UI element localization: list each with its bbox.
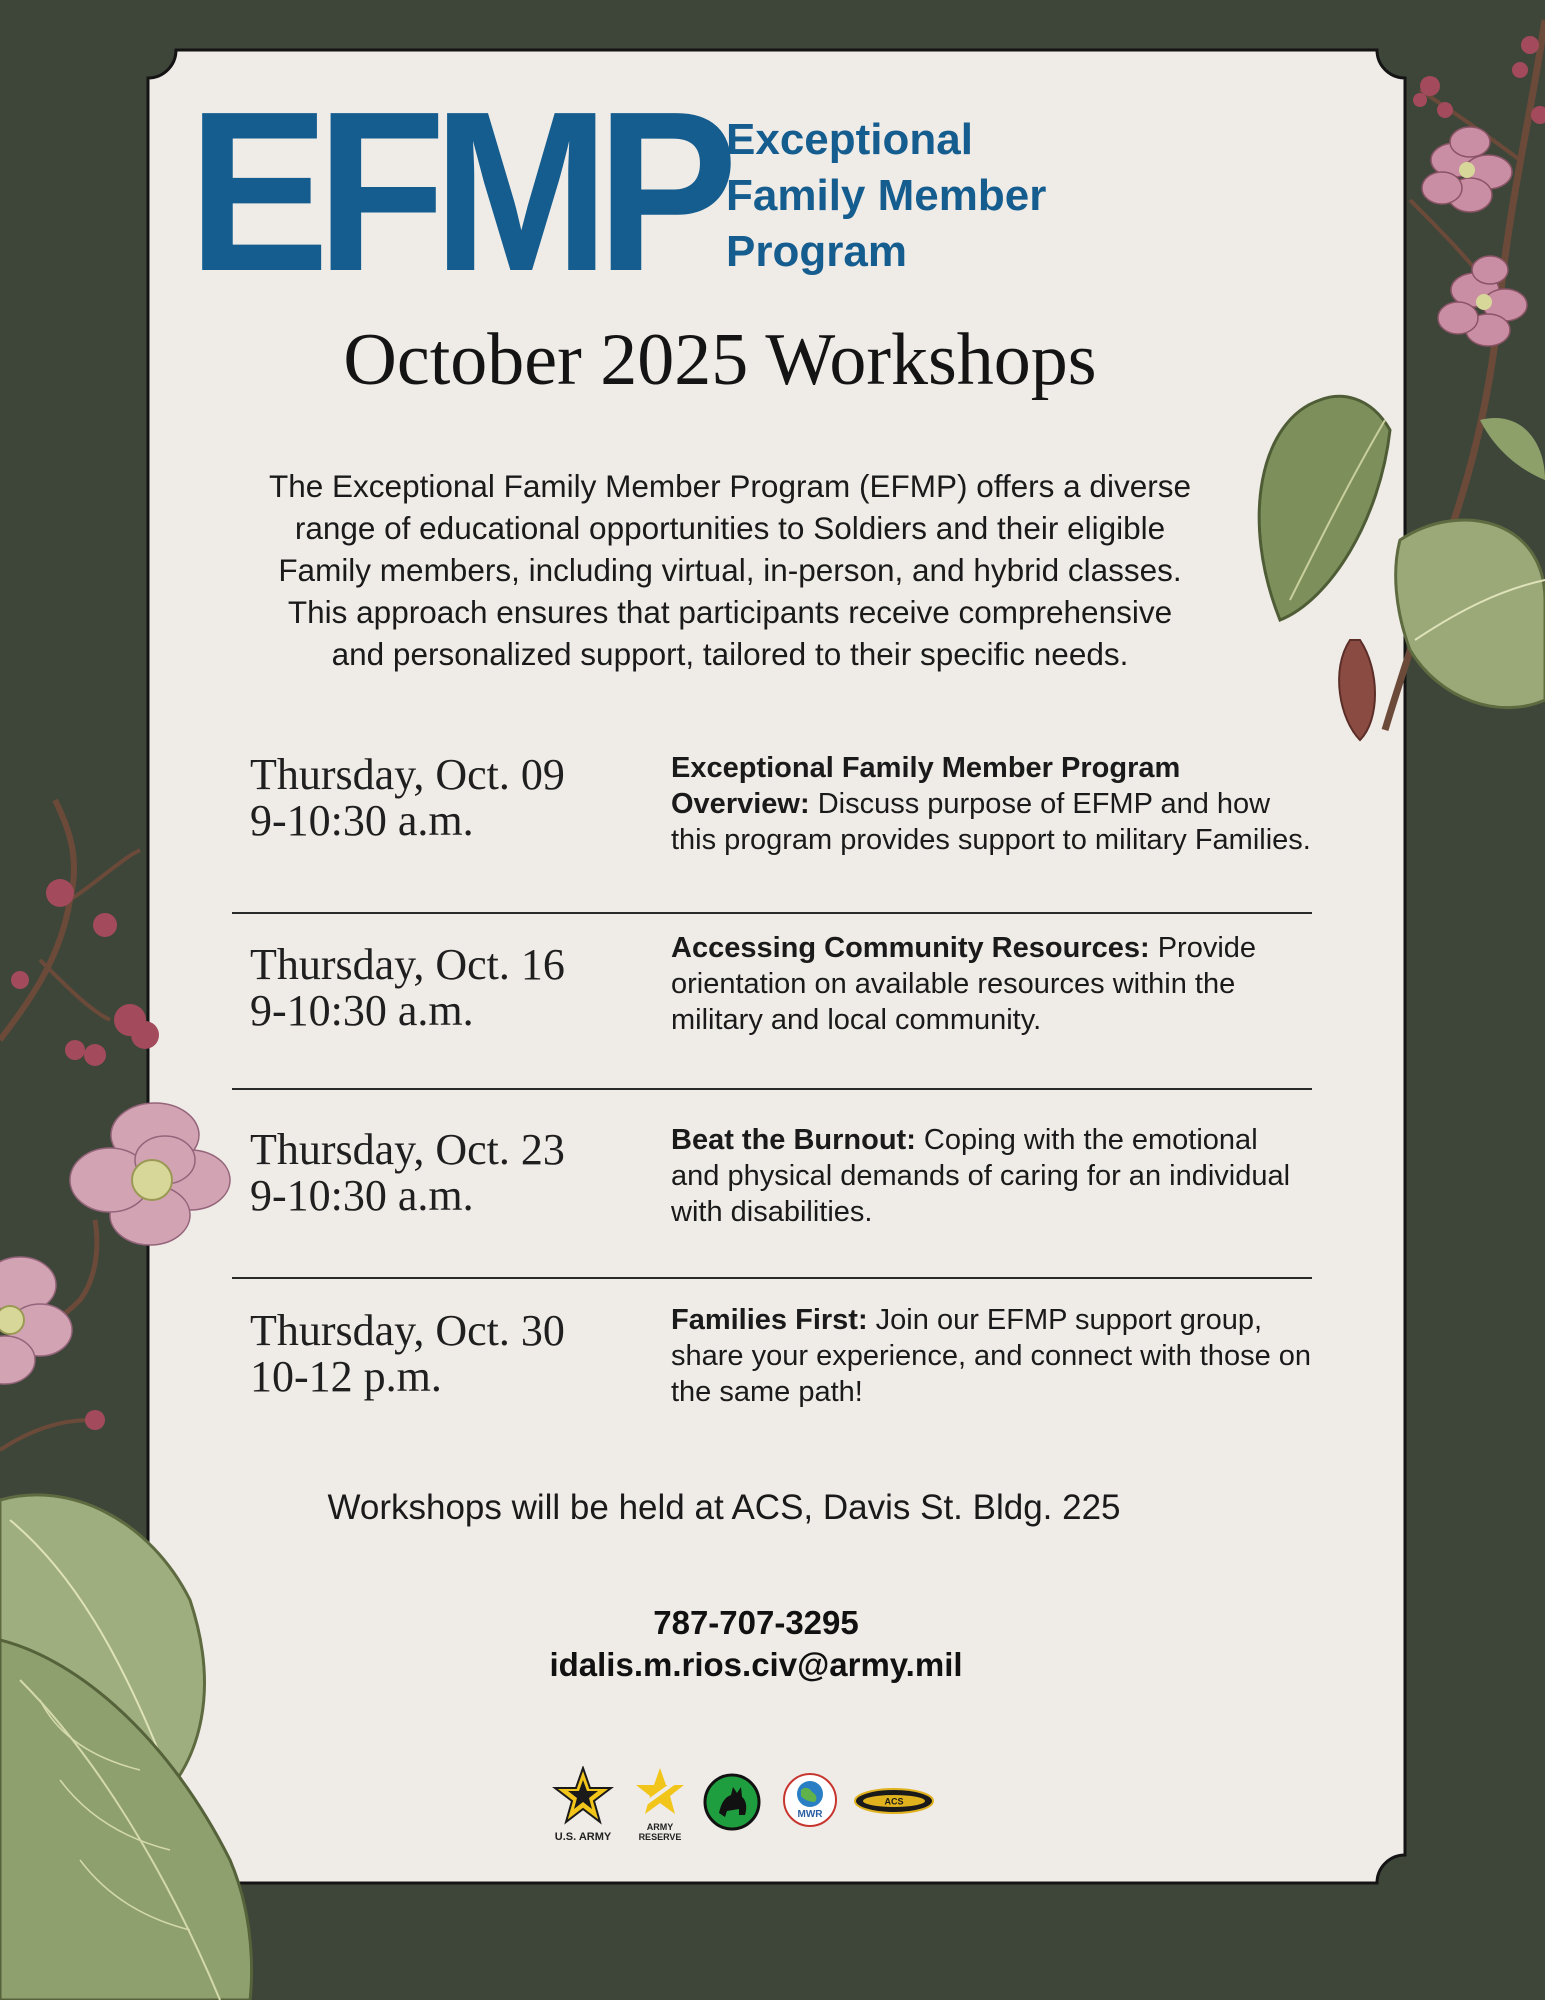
- workshop-details: Provide orientation on available resources within the military and local community.: [671, 932, 1257, 1036]
- workshop-topic: Families First:: [671, 1304, 868, 1336]
- workshop-topic: Beat the Burnout:: [671, 1124, 916, 1156]
- contact-email[interactable]: idalis.m.rios.civ@army.mil: [549, 1646, 963, 1683]
- intro-line: The Exceptional Family Member Program (EFMP) offers a diverse: [269, 468, 1191, 504]
- workshop-2-description: [671, 930, 1311, 1038]
- workshop-4-description: [671, 1302, 1311, 1410]
- workshop-2-when: [250, 942, 565, 1034]
- army-reserve-label-1: ARMY: [646, 1822, 674, 1832]
- logo-line-1: Exceptional: [726, 115, 973, 164]
- intro-line: This approach ensures that participants receive comprehensive: [287, 594, 1173, 630]
- unit-patch-icon: [703, 1773, 761, 1831]
- efmp-logo-subtitle: [726, 112, 1046, 280]
- us-army-star-icon: [552, 1766, 614, 1826]
- workshop-time: 9-10:30 a.m.: [250, 796, 474, 845]
- army-reserve-label-2: RESERVE: [638, 1832, 682, 1842]
- workshop-details: Discuss purpose of EFMP and how this program provides support to military Families.: [671, 788, 1311, 856]
- workshop-4-when: [250, 1308, 565, 1400]
- intro-line: and personalized support, tailored to their specific needs.: [331, 636, 1129, 672]
- workshop-time: 9-10:30 a.m.: [250, 1171, 474, 1220]
- intro-line: range of educational opportunities to Soldiers and their eligible: [294, 510, 1166, 546]
- row-divider: [232, 912, 1312, 914]
- mwr-globe-icon: [782, 1772, 838, 1828]
- page-title: October 2025 Workshops: [343, 319, 1097, 401]
- workshop-1-description: [671, 750, 1311, 858]
- intro-line: Family members, including virtual, in-person, and hybrid classes.: [278, 552, 1182, 588]
- acs-label: ACS: [884, 1796, 904, 1807]
- army-reserve-star-icon: [634, 1766, 686, 1818]
- workshop-details: Join our EFMP support group, share your experience, and connect with those on the same path!: [671, 1304, 1312, 1408]
- logo-line-2: Family Member: [726, 171, 1047, 220]
- workshop-date: Thursday, Oct. 16: [250, 940, 565, 989]
- intro-paragraph: [175, 465, 1285, 675]
- us-army-label: U.S. ARMY: [554, 1831, 612, 1843]
- workshop-3-description: [671, 1122, 1311, 1230]
- workshop-date: Thursday, Oct. 30: [250, 1306, 565, 1355]
- workshop-1-when: [250, 752, 565, 844]
- workshop-time: 10-12 p.m.: [250, 1352, 442, 1401]
- workshop-time: 9-10:30 a.m.: [250, 986, 474, 1035]
- row-divider: [232, 1088, 1312, 1090]
- workshop-date: Thursday, Oct. 23: [250, 1125, 565, 1174]
- workshop-location: Workshops will be held at ACS, Davis St. Bldg. 225: [327, 1488, 1121, 1527]
- logo-line-3: Program: [726, 227, 907, 276]
- workshop-details: Coping with the emotional and physical demands of caring for an individual with disabilities.: [671, 1124, 1291, 1228]
- row-divider: [232, 1277, 1312, 1279]
- workshop-topic: Accessing Community Resources:: [671, 932, 1150, 964]
- workshop-topic: Exceptional Family Member Program Overview:: [671, 752, 1181, 820]
- contact-phone[interactable]: 787-707-3295: [653, 1604, 859, 1641]
- workshop-date: Thursday, Oct. 09: [250, 750, 565, 799]
- acs-oval-icon: [853, 1786, 935, 1816]
- efmp-logo-wordmark: EFMP: [188, 65, 725, 319]
- workshop-3-when: [250, 1127, 565, 1219]
- mwr-label: MWR: [797, 1809, 823, 1820]
